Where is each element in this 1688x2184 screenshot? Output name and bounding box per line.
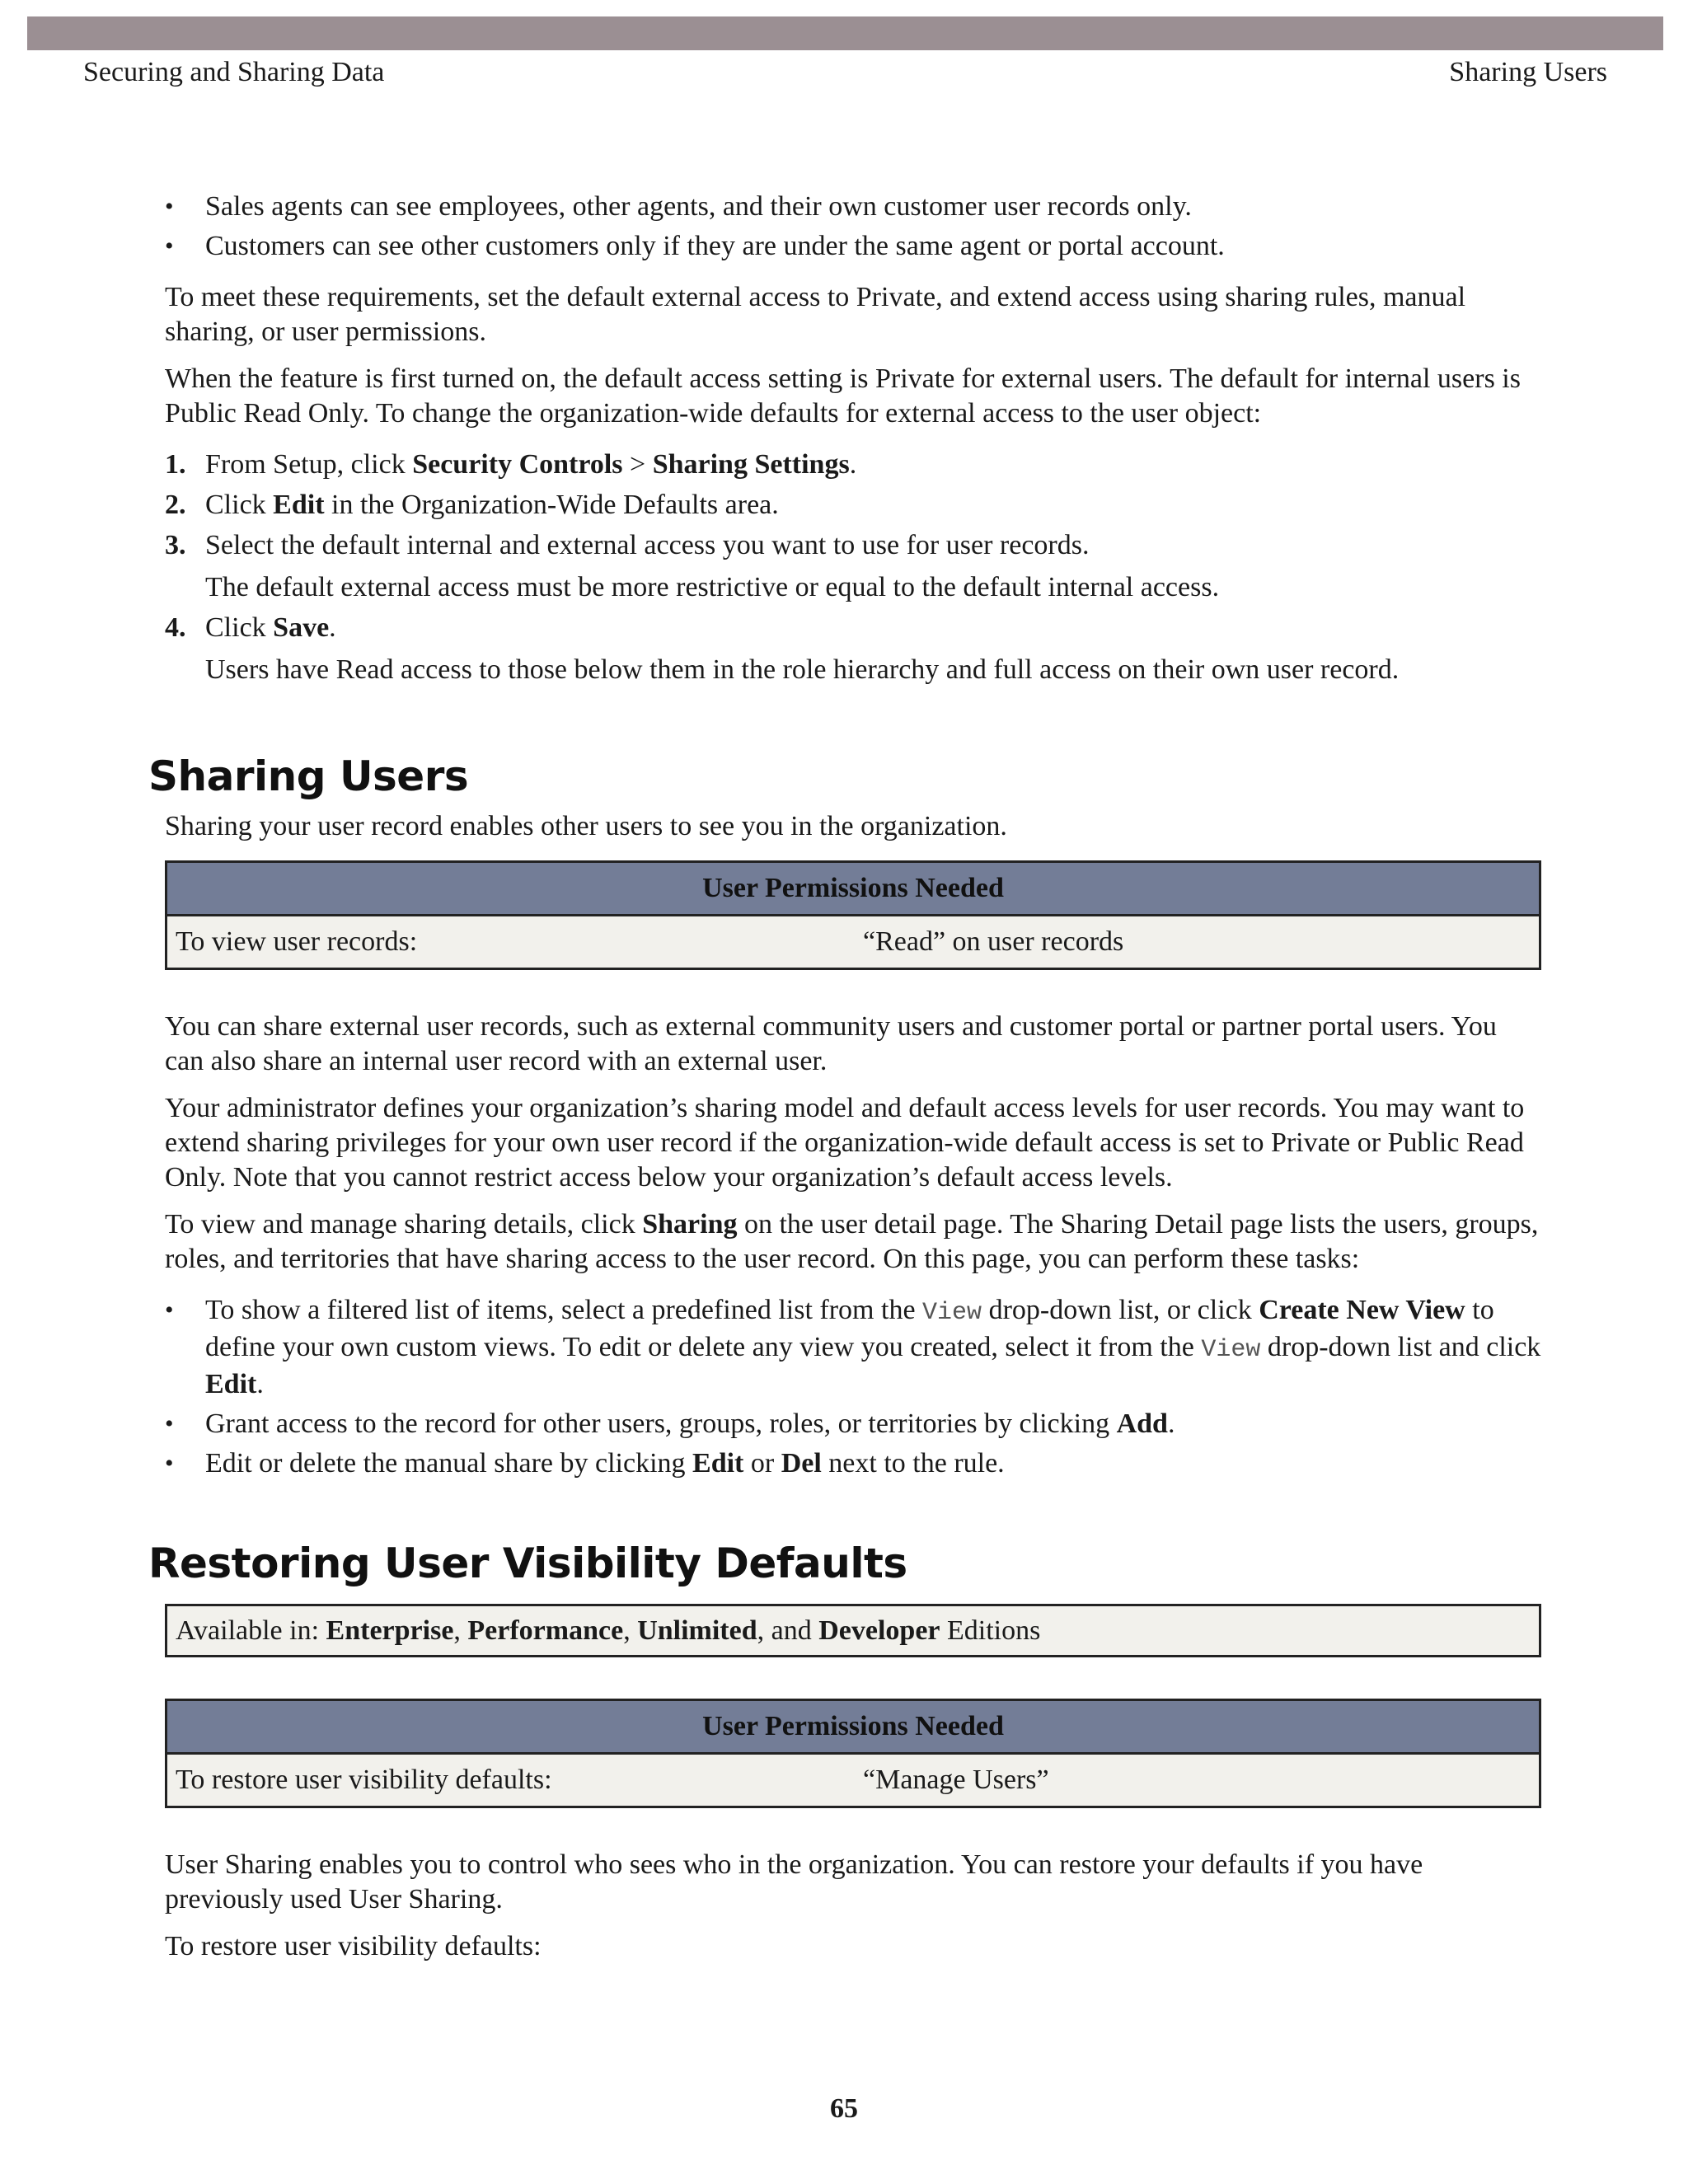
availability-sep: , and bbox=[757, 1615, 819, 1646]
step-number: 3. bbox=[165, 530, 186, 560]
step-punct: . bbox=[849, 449, 857, 480]
paragraph: When the feature is first turned on, the default access setting is Private for external users. The default for internal users is Public Read Only. To change the organization-wide defaults for external access to the user object: bbox=[165, 363, 1521, 429]
section-heading-sharing-users: Sharing Users bbox=[148, 752, 469, 800]
step-2 bbox=[165, 488, 1541, 523]
ui-code-view: View bbox=[922, 1299, 982, 1327]
permission-label: To view user records: bbox=[166, 916, 864, 969]
table-header: User Permissions Needed bbox=[166, 1700, 1540, 1754]
ui-label-edit: Edit bbox=[692, 1448, 744, 1479]
task-text: Grant access to the record for other users, groups, roles, or territories by clicking bbox=[205, 1408, 1117, 1439]
step-1 bbox=[165, 448, 1541, 482]
bullet-text: Sales agents can see employees, other agents, and their own customer user records only. bbox=[205, 191, 1192, 222]
edition-unlimited: Unlimited bbox=[637, 1615, 757, 1646]
step-note: The default external access must be more restrictive or equal to the default internal access. bbox=[205, 572, 1220, 602]
step-text: Click bbox=[205, 490, 274, 520]
step-4 bbox=[165, 611, 1541, 687]
table-row bbox=[166, 916, 1540, 969]
page-number: 65 bbox=[830, 2093, 858, 2124]
availability-suffix: Editions bbox=[940, 1615, 1041, 1646]
permissions-table bbox=[165, 1699, 1541, 1808]
task-punct: . bbox=[1167, 1408, 1175, 1439]
ui-code-view: View bbox=[1201, 1336, 1261, 1364]
task-text: To show a filtered list of items, select a predefined list from the bbox=[205, 1295, 923, 1325]
task-text: to define your own custom views. To edit or delete any view you created, select it from the bbox=[205, 1295, 1494, 1362]
editions-availability-box bbox=[165, 1604, 1541, 1657]
paragraph: You can share external user records, such as external community users and customer portal or partner portal users. You can also share an internal user record with an external user. bbox=[165, 1011, 1497, 1076]
ui-label-add: Add bbox=[1116, 1408, 1168, 1439]
step-punct: . bbox=[329, 612, 336, 643]
step-number: 4. bbox=[165, 612, 186, 643]
step-note: Users have Read access to those below them in the role hierarchy and full access on their own user record. bbox=[205, 654, 1400, 685]
step-text: Select the default internal and external access you want to use for user records. bbox=[205, 530, 1090, 560]
table-row bbox=[166, 1754, 1540, 1807]
list-item bbox=[165, 190, 1541, 224]
bullet-icon: • bbox=[165, 1450, 174, 1477]
permission-value: “Manage Users” bbox=[863, 1754, 1540, 1807]
table-header: User Permissions Needed bbox=[166, 862, 1540, 916]
step-3 bbox=[165, 528, 1541, 605]
bullet-icon: • bbox=[165, 232, 174, 260]
procedure-steps bbox=[165, 448, 1541, 687]
step-text: From Setup, click bbox=[205, 449, 413, 480]
step-number: 2. bbox=[165, 490, 186, 520]
task-text: Edit or delete the manual share by clicking bbox=[205, 1448, 693, 1479]
availability-sep: , bbox=[453, 1615, 468, 1646]
intro-bullet-list bbox=[165, 190, 1541, 264]
list-item bbox=[165, 229, 1541, 264]
availability-sep: , bbox=[623, 1615, 638, 1646]
bullet-text: Customers can see other customers only if they are under the same agent or portal account. bbox=[205, 231, 1225, 261]
paragraph bbox=[165, 1207, 1541, 1277]
paragraph-text: on the user detail page. The Sharing Detail page lists the users, groups, roles, and territories that have sharing access to the user record. On this page, you can perform these tasks: bbox=[165, 1209, 1539, 1274]
page-body bbox=[148, 190, 1541, 1964]
permission-label: To restore user visibility defaults: bbox=[166, 1754, 864, 1807]
bullet-icon: • bbox=[165, 193, 174, 220]
ui-label-sharing-settings: Sharing Settings bbox=[652, 449, 850, 480]
task-text: drop-down list, or click bbox=[982, 1295, 1259, 1325]
paragraph: To meet these requirements, set the default external access to Private, and extend access using sharing rules, manual sharing, or user permissions. bbox=[165, 282, 1466, 347]
bullet-icon: • bbox=[165, 1410, 174, 1437]
ui-label-edit: Edit bbox=[273, 490, 325, 520]
paragraph: User Sharing enables you to control who sees who in the organization. You can restore your defaults if you have previously used User Sharing. bbox=[165, 1849, 1423, 1915]
list-item bbox=[165, 1293, 1541, 1402]
paragraph-text: To view and manage sharing details, click bbox=[165, 1209, 643, 1240]
list-item bbox=[165, 1407, 1541, 1441]
ui-label-del: Del bbox=[781, 1448, 822, 1479]
paragraph: Your administrator defines your organization’s sharing model and default access levels for user records. You may want to extend sharing privileges for your own user record if the organization-wide default access is set to Private or Public Read Only. Note that you cannot restrict access below your organization’s default access levels. bbox=[165, 1093, 1525, 1193]
running-head-section: Sharing Users bbox=[1449, 57, 1607, 87]
step-separator: > bbox=[622, 449, 653, 480]
task-text: drop-down list and click bbox=[1260, 1332, 1541, 1362]
step-text: Click bbox=[205, 612, 274, 643]
ui-label-edit: Edit bbox=[205, 1369, 257, 1399]
ui-label-create-new-view: Create New View bbox=[1259, 1295, 1465, 1325]
permissions-table bbox=[165, 860, 1541, 970]
availability-label: Available in: bbox=[176, 1615, 326, 1646]
header-bar bbox=[27, 16, 1663, 50]
edition-performance: Performance bbox=[467, 1615, 624, 1646]
task-punct: . bbox=[256, 1369, 264, 1399]
paragraph: To restore user visibility defaults: bbox=[165, 1931, 542, 1961]
ui-label-save: Save bbox=[273, 612, 330, 643]
ui-label-sharing: Sharing bbox=[642, 1209, 738, 1240]
bullet-icon: • bbox=[165, 1296, 174, 1324]
task-text: or bbox=[743, 1448, 781, 1479]
list-item bbox=[165, 1446, 1541, 1481]
table-header-row bbox=[166, 1700, 1540, 1754]
task-text: next to the rule. bbox=[821, 1448, 1005, 1479]
ui-label-security-controls: Security Controls bbox=[412, 449, 623, 480]
edition-enterprise: Enterprise bbox=[326, 1615, 454, 1646]
table-header-row bbox=[166, 862, 1540, 916]
sharing-tasks-list bbox=[165, 1293, 1541, 1481]
permission-value: “Read” on user records bbox=[863, 916, 1540, 969]
section-heading-restoring: Restoring User Visibility Defaults bbox=[148, 1540, 907, 1587]
running-head-chapter: Securing and Sharing Data bbox=[83, 57, 385, 87]
step-text: in the Organization-Wide Defaults area. bbox=[324, 490, 779, 520]
step-number: 1. bbox=[165, 449, 186, 480]
section-intro: Sharing your user record enables other users to see you in the organization. bbox=[165, 811, 1007, 841]
edition-developer: Developer bbox=[818, 1615, 940, 1646]
